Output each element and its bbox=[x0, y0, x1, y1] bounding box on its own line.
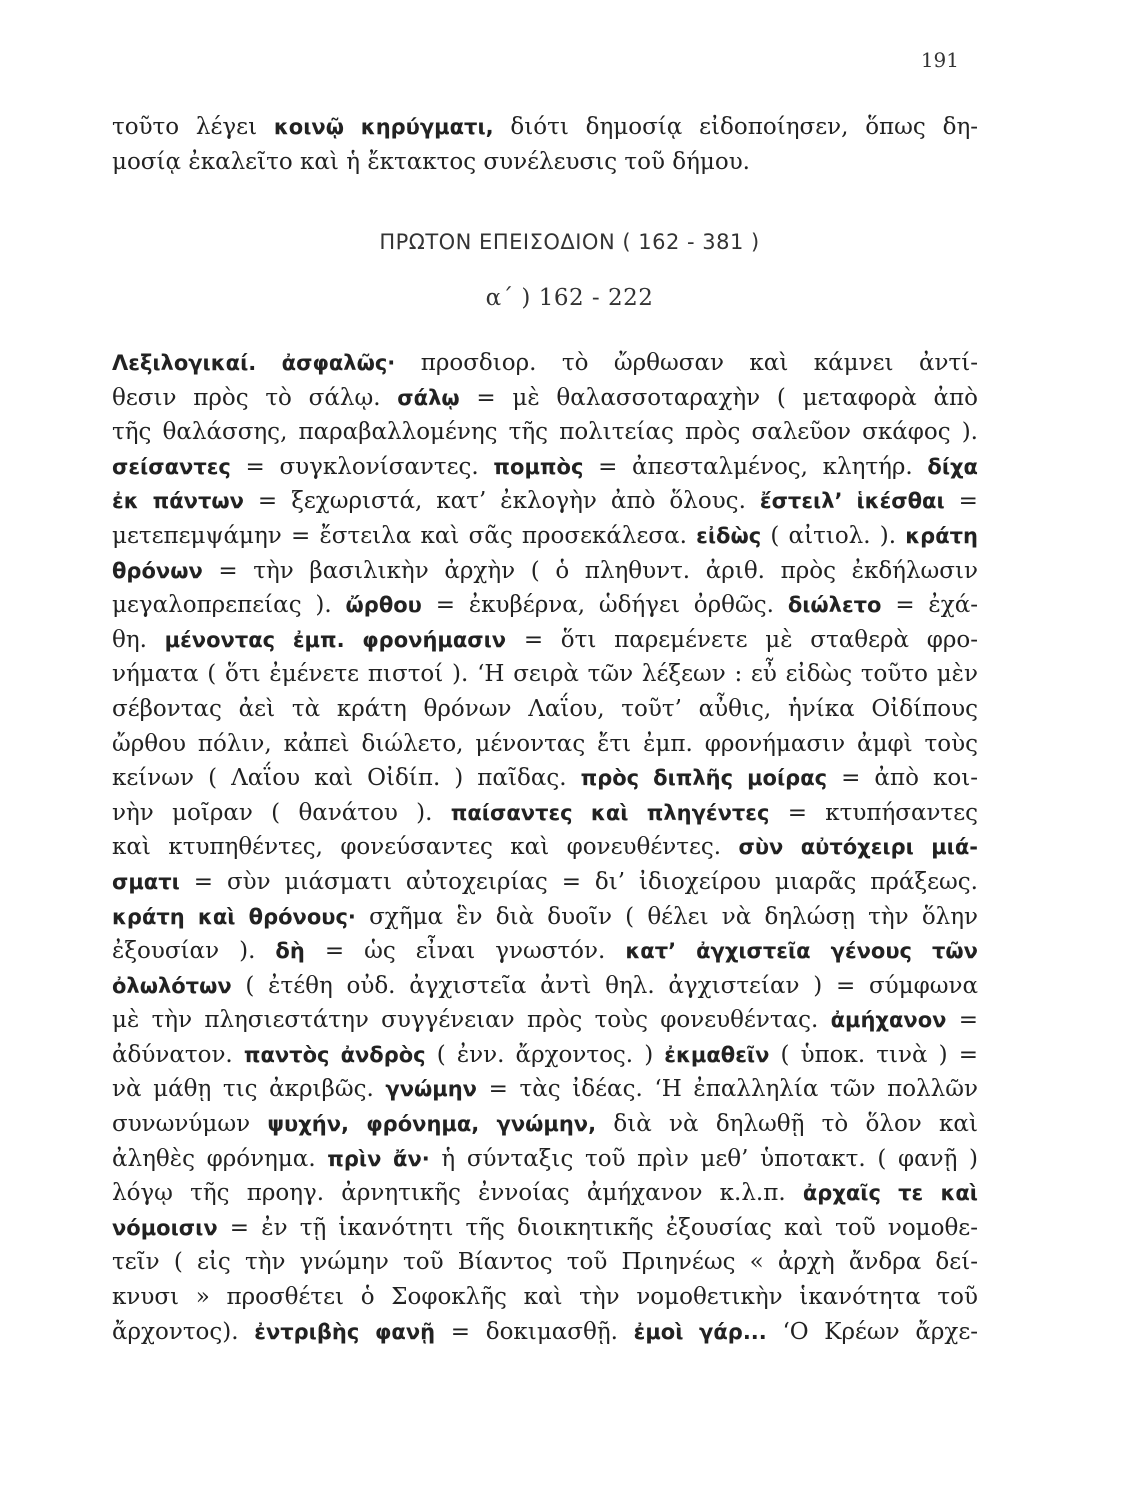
intro-text: τοῦτο λέγει bbox=[112, 114, 274, 140]
bold-lemma: διώλετο bbox=[787, 593, 882, 618]
gloss-text: ( ἐνν. ἄρχοντος. ) bbox=[425, 1041, 665, 1068]
text-line bbox=[112, 346, 978, 381]
gloss-text: ( αἰτιολ. ). bbox=[761, 522, 906, 549]
text-line bbox=[112, 381, 978, 416]
bold-lemma: σείσαντες bbox=[112, 454, 231, 479]
gloss-text: μετεπεμψάμην = ἔστειλα καὶ σᾶς προσεκάλεσα. bbox=[112, 522, 697, 549]
gloss-text: = ἀπεσταλμένος, κλητήρ. bbox=[583, 453, 928, 480]
bold-lemma: πρὶν ἄν· bbox=[327, 1146, 430, 1171]
text-line bbox=[112, 657, 978, 692]
gloss-text: = τὰς ἰδέας. ‘Η ἐπαλληλία τῶν πολλῶν bbox=[477, 1076, 978, 1103]
bold-lemma: κράτη καὶ θρόνους· bbox=[112, 904, 356, 929]
gloss-text: ( ὑποκ. τινὰ ) = bbox=[769, 1041, 978, 1068]
bold-lemma: σματι bbox=[112, 869, 180, 894]
gloss-text: νήματα ( ὅτι ἐμένετε πιστοί ). ‘Η σειρὰ τῶν λέξεων : εὖ εἰδὼς τοῦτο μὲν bbox=[112, 661, 978, 688]
text-line bbox=[112, 554, 978, 589]
gloss-text: καὶ κτυπηθέντες, φονεύσαντες καὶ φονευθέντες. bbox=[112, 834, 739, 861]
text-line bbox=[112, 1280, 978, 1315]
gloss-text: = κτυπήσαντες bbox=[769, 799, 978, 826]
bold-lemma: ὤρθου bbox=[345, 593, 422, 618]
bold-lemma: εἰδὼς bbox=[696, 523, 762, 548]
bold-lemma: ἀρχαῖς τε καὶ bbox=[802, 1181, 978, 1206]
text-line bbox=[112, 1038, 978, 1073]
gloss-text: τεῖν ( εἰς τὴν γνώμην τοῦ Βίαντος τοῦ Πριηνέως « ἀρχὴ ἄνδρα δεί- bbox=[112, 1249, 978, 1276]
bold-lemma: ψυχήν, φρόνημα, γνώμην, bbox=[267, 1112, 597, 1137]
bold-lemma: γνώμην bbox=[385, 1077, 477, 1102]
page-number: 191 bbox=[920, 48, 959, 72]
gloss-text: = bbox=[946, 1007, 978, 1034]
text-line bbox=[112, 1245, 978, 1280]
text-line bbox=[112, 900, 978, 935]
gloss-text: ὤρθου πόλιν, κἀπεὶ διώλετο, μένοντας ἔτι ἐμπ. φρονήμασιν ἀμφὶ τοὺς bbox=[112, 730, 978, 757]
gloss-text: = ὡς εἶναι γνωστόν. bbox=[304, 938, 626, 965]
intro-paragraph bbox=[112, 110, 978, 179]
bold-lemma: ἐμοὶ γάρ... bbox=[633, 1319, 767, 1344]
text-line bbox=[112, 415, 978, 450]
intro-bold-term: κοινῷ κηρύγματι, bbox=[273, 115, 494, 139]
gloss-text: = σὺν μιάσματι αὐτοχειρίας = δι’ ἰδιοχείρου μιαρᾶς πράξεως. bbox=[179, 868, 978, 895]
gloss-text: κνυσι » προσθέτει ὁ Σοφοκλῆς καὶ τὴν νομοθετικὴν ἱκανότητα τοῦ bbox=[112, 1284, 978, 1311]
bold-lemma: ἔστειλ’ ἱκέσθαι bbox=[759, 489, 945, 514]
gloss-text: = bbox=[944, 488, 978, 515]
text-line bbox=[112, 1107, 978, 1142]
gloss-text: = δοκιμασθῇ. bbox=[435, 1318, 634, 1345]
text-line bbox=[112, 865, 978, 900]
gloss-text: ἐξουσίαν ). bbox=[112, 938, 276, 965]
text-line bbox=[112, 519, 978, 554]
gloss-text: = τὴν βασιλικὴν ἀρχὴν ( ὁ πληθυντ. ἀριθ. πρὸς ἐκδήλωσιν bbox=[202, 557, 978, 584]
bold-lemma: κατ’ ἀγχιστεῖα γένους τῶν bbox=[625, 939, 978, 964]
gloss-text: σέβοντας ἀεὶ τὰ κράτη θρόνων Λαΐου, τοῦτ’ αὖθις, ἡνίκα Οἰδίπους bbox=[112, 695, 978, 722]
gloss-text: νὴν μοῖραν ( θανάτου ). bbox=[112, 799, 451, 826]
text-line bbox=[112, 796, 978, 831]
bold-lemma: ἐκμαθεῖν bbox=[664, 1042, 770, 1067]
bold-lemma: πρὸς διπλῆς μοίρας bbox=[580, 766, 828, 791]
gloss-text: θεσιν πρὸς τὸ σάλῳ. bbox=[112, 384, 398, 411]
text-line bbox=[112, 450, 978, 485]
bold-lemma: σάλῳ bbox=[397, 385, 460, 410]
subsection-title: α΄ ) 162 - 222 bbox=[485, 285, 654, 311]
gloss-text: = ἐν τῇ ἱκανότητι τῆς διοικητικῆς ἐξουσίας καὶ τοῦ νομοθε- bbox=[217, 1214, 978, 1241]
text-line bbox=[112, 1003, 978, 1038]
bold-lemma: ἐντριβὴς φανῇ bbox=[254, 1319, 436, 1344]
section-title: ΠΡΩΤΟΝ ΕΠΕΙΣΟΔΙΟΝ ( 162 - 381 ) bbox=[379, 230, 760, 254]
gloss-text: ἀληθὲς φρόνημα. bbox=[112, 1145, 328, 1172]
gloss-text: ἄρχοντος). bbox=[112, 1318, 255, 1345]
bold-lemma: ὀλωλότων bbox=[112, 973, 232, 998]
bold-lemma: Λεξιλογικαί. ἀσφαλῶς· bbox=[112, 351, 396, 375]
text-line bbox=[112, 484, 978, 519]
text-line bbox=[112, 692, 978, 727]
intro-text: διότι δημοσίᾳ εἰδοποίησεν, ὅπως δη- bbox=[493, 114, 978, 140]
intro-line-1 bbox=[112, 110, 978, 145]
gloss-text: προσδιορ. τὸ ὤρθωσαν καὶ κάμνει ἀντί- bbox=[395, 350, 978, 376]
bold-lemma: παίσαντες καὶ πληγέντες bbox=[450, 800, 770, 825]
gloss-text: ἡ σύνταξις τοῦ πρὶν μεθ’ ὑποτακτ. ( φανῇ ) bbox=[429, 1145, 978, 1172]
gloss-text: = συγκλονίσαντες. bbox=[230, 453, 494, 480]
text-line bbox=[112, 830, 978, 865]
bold-lemma: ἀμήχανον bbox=[830, 1008, 947, 1033]
bold-lemma: θρόνων bbox=[112, 558, 203, 583]
bold-lemma: δίχα bbox=[927, 454, 978, 479]
text-line bbox=[112, 761, 978, 796]
text-line bbox=[112, 727, 978, 762]
gloss-text: = ξεχωριστά, κατ’ ἐκλογὴν ἀπὸ ὅλους. bbox=[243, 488, 760, 515]
text-line bbox=[112, 1176, 978, 1211]
gloss-text: ‘Ο Κρέων ἄρχε- bbox=[766, 1318, 978, 1345]
gloss-text: λόγῳ τῆς προηγ. ἀρνητικῆς ἐννοίας ἀμήχανον κ.λ.π. bbox=[112, 1180, 803, 1207]
bold-lemma: νόμοισιν bbox=[112, 1215, 218, 1240]
text-line bbox=[112, 934, 978, 969]
gloss-text: ( ἐτέθη οὐδ. ἀγχιστεῖα ἀντὶ θηλ. ἀγχιστείαν ) = σύμφωνα bbox=[231, 972, 978, 999]
gloss-text: μεγαλοπρεπείας ). bbox=[112, 592, 346, 619]
bold-lemma: δὴ bbox=[275, 939, 305, 964]
bold-lemma: σὺν αὐτόχειρι μιά- bbox=[738, 835, 978, 860]
gloss-text: νὰ μάθῃ τις ἀκριβῶς. bbox=[112, 1076, 386, 1103]
text-line bbox=[112, 623, 978, 658]
gloss-text: συνωνύμων bbox=[112, 1111, 268, 1138]
text-line bbox=[112, 1072, 978, 1107]
lexical-notes bbox=[112, 346, 978, 1349]
gloss-text: μὲ τὴν πλησιεστάτην συγγένειαν πρὸς τοὺς φονευθέντας. bbox=[112, 1007, 831, 1034]
gloss-text: = ἐκυβέρνα, ὡδήγει ὀρθῶς. bbox=[421, 592, 788, 619]
text-line bbox=[112, 969, 978, 1004]
gloss-text: διὰ νὰ δηλωθῇ τὸ ὅλον καὶ bbox=[596, 1111, 978, 1138]
bold-lemma: κράτη bbox=[905, 523, 978, 548]
gloss-text: θη. bbox=[112, 626, 165, 653]
bold-lemma: ἐκ πάντων bbox=[112, 489, 244, 514]
gloss-text: = ὅτι παρεμένετε μὲ σταθερὰ φρο- bbox=[506, 626, 978, 653]
gloss-text: = ἀπὸ κοι- bbox=[827, 765, 978, 792]
bold-lemma: πομπὸς bbox=[493, 454, 584, 479]
gloss-text: = μὲ θαλασσοταραχὴν ( μεταφορὰ ἀπὸ bbox=[459, 384, 978, 411]
gloss-text: κείνων ( Λαΐου καὶ Οἰδίπ. ) παῖδας. bbox=[112, 765, 581, 792]
text-line bbox=[112, 1211, 978, 1246]
gloss-text: ἀδύνατον. bbox=[112, 1041, 244, 1068]
text-line bbox=[112, 1142, 978, 1177]
gloss-text: τῆς θαλάσσης, παραβαλλομένης τῆς πολιτείας πρὸς σαλεῦον σκάφος ). bbox=[112, 419, 978, 446]
bold-lemma: μένοντας ἐμπ. φρονήμασιν bbox=[164, 627, 507, 652]
gloss-text: = ἐχά- bbox=[881, 592, 978, 619]
bold-lemma: παντὸς ἀνδρὸς bbox=[243, 1042, 426, 1067]
gloss-text: σχῆμα ἓν διὰ δυοῖν ( θέλει νὰ δηλώσῃ τὴν ὅλην bbox=[355, 903, 978, 930]
intro-line-2: μοσίᾳ ἐκαλεῖτο καὶ ἡ ἔκτακτος συνέλευσις τοῦ δήμου. bbox=[112, 148, 750, 175]
text-line bbox=[112, 1315, 978, 1350]
text-line bbox=[112, 588, 978, 623]
